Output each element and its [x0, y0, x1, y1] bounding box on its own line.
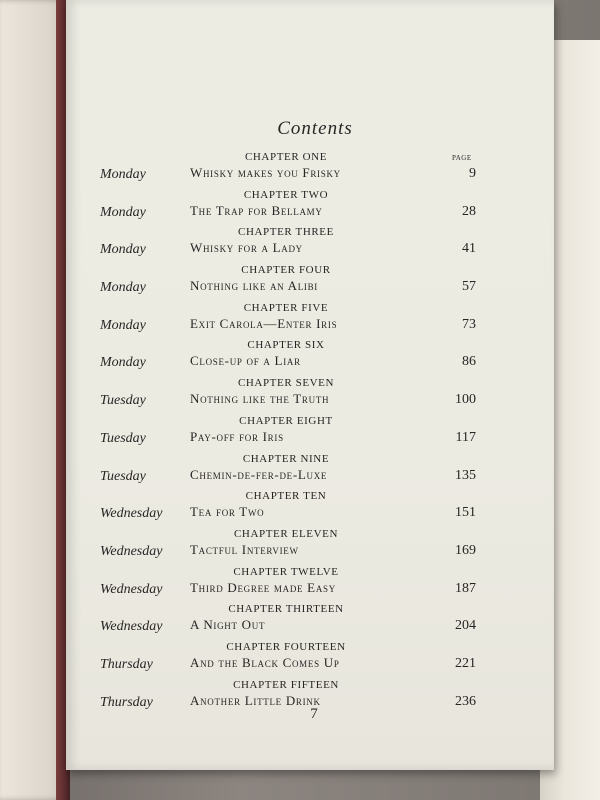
entry-chapter-title: Tactful Interview: [190, 541, 299, 557]
entry-chapter-label: CHAPTER TEN: [245, 490, 327, 503]
entry-page-number: 135: [455, 467, 476, 483]
entry-page-number: 221: [455, 655, 476, 671]
entry-day: Thursday: [100, 656, 153, 672]
entry-chapter-label: CHAPTER ELEVEN: [233, 527, 339, 540]
entry-day: Tuesday: [100, 430, 146, 446]
entry-day: Monday: [100, 204, 146, 220]
entry-chapter-title: Third Degree made Easy: [190, 579, 336, 595]
entry-chapter-label: CHAPTER FOURTEEN: [226, 640, 346, 653]
contents-entry: [66, 188, 554, 226]
entry-chapter-title: Tea for Two: [190, 504, 265, 520]
entry-chapter-label: CHAPTER NINE: [242, 452, 330, 465]
entry-day: Wednesday: [100, 506, 163, 522]
contents-entry: [66, 338, 554, 376]
entry-page-number: 73: [462, 316, 476, 332]
entry-page-number: 28: [462, 203, 476, 219]
entry-chapter-label: CHAPTER SIX: [247, 339, 325, 352]
entry-page-number: 41: [462, 241, 476, 257]
entry-page-number: 236: [455, 693, 476, 709]
entry-page-number: 100: [455, 392, 476, 408]
entry-page-number: 117: [455, 429, 476, 445]
contents-entry: [66, 565, 554, 603]
entry-chapter-title: Close-up of a Liar: [190, 353, 301, 369]
page-column-header: PAGE: [452, 154, 472, 162]
contents-page: [66, 0, 554, 770]
entry-chapter-title: The Trap for Bellamy: [190, 202, 323, 218]
entry-day: Monday: [100, 280, 146, 296]
contents-entry: [66, 452, 554, 490]
entry-chapter-title: And the Black Comes Up: [190, 654, 340, 670]
entry-chapter-label: CHAPTER TWO: [243, 188, 329, 201]
contents-entry: [66, 414, 554, 452]
entry-day: Tuesday: [100, 468, 146, 484]
contents-title: Contents: [277, 118, 353, 139]
entry-chapter-label: CHAPTER ONE: [244, 151, 328, 163]
entry-day: Thursday: [100, 694, 153, 710]
contents-entry: [66, 527, 554, 565]
contents-entry: [66, 301, 554, 339]
entry-chapter-label: CHAPTER THREE: [238, 226, 334, 239]
entry-page-number: 86: [462, 354, 476, 370]
entry-chapter-title: Nothing like the Truth: [190, 391, 330, 407]
entry-chapter-title: Another Little Drink: [190, 692, 321, 708]
entry-chapter-label: CHAPTER FOUR: [241, 264, 331, 277]
entry-page-number: 187: [455, 580, 476, 596]
entry-day: Monday: [100, 167, 146, 182]
entry-day: Wednesday: [100, 543, 163, 559]
contents-list: [66, 150, 554, 715]
entry-chapter-label: CHAPTER SEVEN: [237, 377, 335, 390]
entry-page-number: 9: [469, 166, 476, 181]
entry-chapter-label: CHAPTER TWELVE: [233, 565, 339, 578]
entry-day: Monday: [100, 242, 146, 258]
entry-page-number: 57: [462, 279, 476, 295]
entry-chapter-label: CHAPTER FIVE: [243, 301, 329, 314]
contents-entry: [66, 150, 554, 188]
entry-page-number: 169: [455, 542, 476, 558]
entry-day: Monday: [100, 355, 146, 371]
entry-chapter-title: Whisky makes you Frisky: [190, 165, 341, 180]
entry-day: Monday: [100, 317, 146, 333]
entry-day: Wednesday: [100, 581, 163, 597]
entry-chapter-title: Nothing like an Alibi: [190, 278, 318, 294]
entry-page-number: 151: [455, 505, 476, 521]
entry-chapter-title: Pay-off for Iris: [190, 428, 284, 444]
entry-chapter-label: CHAPTER FIFTEEN: [233, 678, 339, 691]
page-number: 7: [310, 706, 318, 722]
contents-entry: [66, 489, 554, 527]
contents-entry: [66, 602, 554, 640]
entry-chapter-title: A Night Out: [190, 617, 266, 633]
contents-entry: [66, 225, 554, 263]
entry-day: Wednesday: [100, 619, 163, 635]
entry-chapter-title: Exit Carola—Enter Iris: [190, 315, 338, 331]
entry-chapter-label: CHAPTER THIRTEEN: [228, 603, 344, 616]
entry-day: Tuesday: [100, 393, 146, 409]
contents-entry: [66, 640, 554, 678]
contents-entry: [66, 263, 554, 301]
entry-chapter-title: Whisky for a Lady: [190, 240, 303, 256]
entry-chapter-title: Chemin-de-fer-de-Luxe: [190, 466, 328, 482]
entry-page-number: 204: [455, 618, 476, 634]
contents-entry: [66, 376, 554, 414]
entry-chapter-label: CHAPTER EIGHT: [239, 414, 333, 427]
